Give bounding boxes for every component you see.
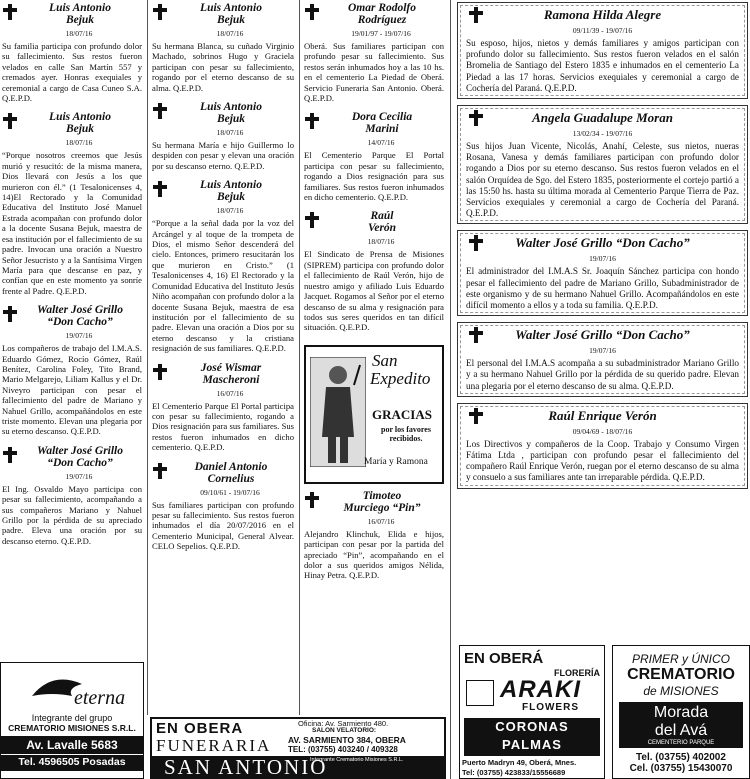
sa-salon: SALON VELATORIO: xyxy=(312,727,377,734)
obituary-date: 19/07/16 xyxy=(65,331,93,341)
obituary-text: El Ing. Osvaldo Mayo participa con pesar su fallecimiento, acompañando a sus compañeros Mariano y Nahuel Grillo por la pérdida de su apreciado padre. Eleva una oración por su descanso eterno. Q.E.P.D. xyxy=(2,483,142,546)
obituary-date: 16/07/16 xyxy=(216,388,244,398)
obituary-name: José Wismar Mascheroni xyxy=(200,361,262,386)
obituary-name: Timoteo Murciego “Pin” xyxy=(343,489,421,514)
araki-en-obera: EN OBERÁ xyxy=(464,650,544,667)
araki-brand: ARAKI xyxy=(500,676,581,703)
obituary-column-2 xyxy=(150,0,296,779)
obituary xyxy=(0,109,144,302)
obituary-text: Alejandro Klinchuk, Elida e hijos, participan con pesar por la partida del apreciado “Pin”, acompañando en el dolor a sus queridos amigos Nélida, Hinay Petra. Q.E.P.D. xyxy=(304,528,444,581)
obituary xyxy=(302,0,446,109)
crema-morada2: del Avá xyxy=(654,722,708,739)
obituary xyxy=(150,177,296,359)
obituary xyxy=(302,488,446,587)
cross-icon xyxy=(2,113,18,129)
obituary-text: Su hermana Blanca, su cuñado Virginio Machado, sobrinos Hugo y Graciela participan con pesar su fallecimiento, rogando por el eterno descanso de su alma. Q.E.P.D. xyxy=(152,41,294,93)
obituary xyxy=(150,0,296,99)
obituary-name: Raúl Verón xyxy=(367,210,397,235)
obituary-text: Sus hijos Juan Vicente, Nicolás, Anahí, Celeste, sus nietos, nueras Rosana, Vanesa y demás familiares participan con profundo dolor rogando a Dios por su eterno descanso. Sus restos fueron velados en el salón Orquídea de Sgo. del Estero 1835, posteriormente el cortejo partió a las 15:50 hs. hasta su última morada al Cementerio Parque Tierra de Paz. Servicios exequiales y ceremonial a cargo de Cochería del Paraná. Q.E.P.D. xyxy=(466,141,739,219)
obituary xyxy=(0,0,144,109)
crematorio-ad xyxy=(612,645,750,779)
column-rule xyxy=(450,0,451,779)
expedito-title2: Expedito xyxy=(370,368,431,388)
obituary-text: El Sindicato de Prensa de Misiones (SIPREM) participa con profundo dolor el fallecimiento de Raúl Verón, hijo de nuestro amigo y afiliado Luis Eduardo Jacquet. Rogamos al Señor por el eterno descanso de su alma y resignación para todos sus seres queridos en tan difícil situación. Q.E.P.D. xyxy=(304,249,444,333)
obituary-name: Luis Antonio Bejuk xyxy=(49,2,111,26)
obituary-box xyxy=(457,105,748,224)
obituary-date: 19/01/97 - 19/07/16 xyxy=(351,29,411,38)
obituary-text: El personal del I.M.A.S acompaña a su subadministrador Mariano Grillo y a su hermano Nahuel Grillo por la pérdida de su querido padre. Elevan una plegaria por el eterno descanso de su alma. Q.E.P.D. xyxy=(466,358,739,391)
eterna-address: Av. Lavalle 5683 xyxy=(1,736,143,754)
cross-icon xyxy=(304,113,320,129)
cross-icon xyxy=(304,4,320,20)
eterna-ad xyxy=(0,662,144,779)
obituary-date: 18/07/16 xyxy=(216,206,244,216)
araki-seal-icon xyxy=(466,680,494,706)
obituary-text: El administrador del I.M.A.S Sr. Joaquín Sánchez participa con hondo pesar el fallecimiento del padre de Mariano Grillo, Subadministrador de este organismo y de su hermano Nahuel Grillo. Acompañándolos en este difícil momento a ellos y a toda su familia. Q.E.P.D. xyxy=(466,266,739,311)
expedito-title1: San xyxy=(372,350,398,370)
araki-palmas: PALMAS xyxy=(502,737,562,752)
cross-icon xyxy=(304,492,320,508)
obituary-name: Omar Rodolfo Rodríguez xyxy=(347,2,417,26)
obituary-date: 19/07/16 xyxy=(65,471,93,481)
obituary-text: Su hermana María e hijo Guillermo lo despiden con pesar y elevan una oración por su descanso eterno. Q.E.P.D. xyxy=(152,140,294,171)
obituary xyxy=(0,443,144,552)
eterna-company: CREMATORIO MISIONES S.R.L. xyxy=(8,723,136,733)
cross-icon xyxy=(2,306,18,322)
obituary xyxy=(0,302,144,443)
obituary-name: Angela Guadalupe Moran xyxy=(532,110,673,126)
obituary-date: 13/02/34 - 19/07/16 xyxy=(572,129,633,139)
crema-parque: CEMENTERIO PARQUE xyxy=(647,740,715,746)
obituary xyxy=(150,360,296,459)
sa-grupo: Integrante Crematorio Misiones S.R.L. xyxy=(310,757,404,763)
obituary-name: Walter José Grillo “Don Cacho” xyxy=(515,327,690,343)
san-expedito-notice xyxy=(304,345,444,484)
cross-icon xyxy=(152,4,168,20)
obituary-text: El Cementerio Parque El Portal participa con pesar su fallecimiento, rogando a Dios resignación para sus familiares. Sus restos fueron inhumados en dicho cementerio. Q.E.P.D. xyxy=(152,400,294,453)
cross-icon xyxy=(304,212,320,228)
crema-line1: PRIMER y ÚNICO xyxy=(631,652,730,666)
obituary-text: Oberá. Sus familiares participan con profundo pesar su fallecimiento. Sus restos serán inhumados hoy a las 10 hs. en el cementerio La Piedad de Oberá. Servicio Funeraria San Antonio. Oberá. Q.E.P.D. xyxy=(304,41,444,104)
sa-tel: TEL: (03755) 403240 / 409328 xyxy=(288,745,398,754)
dove-icon xyxy=(12,666,132,710)
cross-icon xyxy=(152,181,168,197)
obituary-date: 09/10/61 - 19/07/16 xyxy=(200,487,260,497)
cross-icon xyxy=(468,408,484,424)
obituary-name: Luis Antonio Bejuk xyxy=(200,101,262,126)
araki-coronas: CORONAS xyxy=(495,719,569,734)
cross-icon xyxy=(152,364,168,380)
obituary-name: Luis Antonio Bejuk xyxy=(200,2,262,26)
obituary-box xyxy=(457,230,748,316)
obituary-text: “Porque a la señal dada por la voz del Arcángel y al toque de la trompeta de Dios, el mismo Señor descenderá del cielo. Entonces, primero resucitarán los que murieron en Cristo.” (1 Tesalonicenses 4, 16) El Rectorado y la Comunidad Educativa del Instituto Jesús Niño acompañan con profundo dolor a la docente Susana Bejuk, maestra de esa institución por el fallecimiento de su padre. Elevan una oración a Dios por su eterno descanso y la cristiana resignación de sus familiares. Q.E.P.D. xyxy=(152,218,294,354)
obituary-date: 14/07/16 xyxy=(367,138,395,148)
expedito-sub: por los favores recibidos. xyxy=(381,424,431,443)
sa-oficina: Oficina: Av. Sarmiento 480. xyxy=(298,719,389,728)
column-rule xyxy=(299,0,300,715)
obituary-date: 09/11/39 - 19/07/16 xyxy=(572,26,633,35)
araki-tel: Tel: (03755) 423833/15556689 xyxy=(462,768,566,777)
obituary-date: 18/07/16 xyxy=(216,29,244,38)
obituary xyxy=(302,109,446,208)
obituary-name: Ramona Hilda Alegre xyxy=(543,7,662,22)
obituary-date: 18/07/16 xyxy=(65,138,93,148)
cross-icon xyxy=(152,463,168,479)
column-rule xyxy=(147,0,148,715)
obituary-column-3 xyxy=(302,0,446,779)
sa-address: AV. SARMIENTO 384, OBERA xyxy=(288,735,406,745)
obituary-date: 18/07/16 xyxy=(367,237,395,247)
obituary-text: Su familia participa con profundo dolor su fallecimiento. Sus restos fueron velados en calle San Martín 557 y cremados ayer. Honras exequiales y ceremonial a cargo de Casa Cuneo S.A. Q.E.P.D. xyxy=(2,41,142,104)
obituary-name: Walter José Grillo “Don Cacho” xyxy=(36,444,124,469)
sa-funeraria: FUNERARIA xyxy=(156,736,272,755)
obituary-text: Los compañeros de trabajo del I.M.A.S. Eduardo Gómez, Rocío Gómez, Raúl Benítez, Carolina Foley, Tito Brand, Mario Melgarejo, Liliam Kallus y el Dr. Niveyro participan con pesar el fallecimiento del padre de Mariano y Nahuel Grillo, acompañándolos en este triste momento. Elevan una plegaria por su eterno descanso. Q.E.P.D. xyxy=(2,343,142,437)
obituary-name: Dora Cecilia Marini xyxy=(351,111,413,136)
obituary-box xyxy=(457,2,748,99)
cross-icon xyxy=(152,103,168,119)
cross-icon xyxy=(468,7,484,23)
crema-morada-box xyxy=(619,702,743,748)
araki-address: Puerto Madryn 49, Oberá, Mnes. xyxy=(462,758,577,767)
obituary-box xyxy=(457,403,748,489)
obituary-name: Daniel Antonio Cornelius xyxy=(194,460,268,485)
eterna-brand: eterna xyxy=(74,687,126,709)
obituary-text: “Porque nosotros creemos que Jesús murió y resucitó: de la misma manera, Dios llevará con Jesús a los que murieron con él.” (1 Tesalonicenses 4, 14)El Rectorado y la Comunidad Educativa del Instituto José Manuel Estrada acompañan con profundo dolor a la docente Susana Bejuk, maestra de esa institución por el fallecimiento de su padre. Invocan una oración a Nuestro Señor Jesucristo y a la Santísima Virgen María para que descanse en paz, y confían que en este momento ya sonríe frente al Padre. Q.E.P.D. xyxy=(2,150,142,296)
araki-ad xyxy=(459,645,605,779)
obituary-date: 18/07/16 xyxy=(65,29,93,38)
crema-tel: Tel. (03755) 402002 xyxy=(636,752,726,763)
expedito-signed: María y Ramona xyxy=(364,456,428,467)
obituary-name: Raúl Enrique Verón xyxy=(548,407,657,423)
araki-floreria: FLORERÍA xyxy=(554,668,600,678)
obituary-text: El Cementerio Parque El Portal participa con pesar su fallecimiento, rogando a Dios resignación para sus familiares. Sus restos fueron inhumados en dicho cementerio. Q.E.P.D. xyxy=(304,150,444,203)
eterna-phone: Tel. 4596505 Posadas xyxy=(1,754,143,771)
obituary-name: Walter José Grillo “Don Cacho” xyxy=(36,304,124,329)
crema-line3: de MISIONES xyxy=(643,684,719,698)
obituary-name: Luis Antonio Bejuk xyxy=(200,179,262,204)
obituary-name: Luis Antonio Bejuk xyxy=(49,111,111,136)
obituary-date: 09/04/69 - 18/07/16 xyxy=(572,426,633,436)
sa-name: SAN ANTONIO xyxy=(152,756,444,777)
saint-icon xyxy=(310,357,366,467)
sa-en-obera: EN OBERA xyxy=(156,720,244,737)
obituary-text: Su esposo, hijos, nietos y demás familiares y amigos participan con profundo dolor su fallecimiento. Sus restos fueron velados en el salón Bromelia de Santiago del Estero 1835 e inhumados en el cementerio La Piedad a las 17 horas. Servicios exequiales y ceremonial a cargo de Cochería del Paraná. Q.E.P.D. xyxy=(466,38,739,93)
expedito-gracias: GRACIAS xyxy=(372,406,432,422)
obituary-text: Los Directivos y compañeros de la Coop. Trabajo y Consumo Virgen Fátima Ltda , participan con profundo pesar el fallecimiento del compañero Raúl Enrique Verón, ruegan por el eterno descanso de su alma y consuelo a sus familiares ante tan irreparable pérdida. Q.E.P.D. xyxy=(466,438,739,483)
obituary-text: Sus familiares participan con profundo pesar su fallecimiento. Sus restos fueron inhumados el día 20/07/2016 en el Cementerio Municipal, General Alvear. CELO Sepelios. Q.E.P.D. xyxy=(152,499,294,552)
obituary xyxy=(150,459,296,558)
cross-icon xyxy=(468,235,484,251)
cross-icon xyxy=(2,447,18,463)
san-antonio-ad xyxy=(150,717,446,779)
araki-flowers: FLOWERS xyxy=(522,702,579,713)
eterna-logo xyxy=(1,663,143,713)
obituary xyxy=(150,99,296,177)
obituary-box xyxy=(457,322,748,397)
araki-services xyxy=(464,718,600,756)
cross-icon xyxy=(468,110,484,126)
obituary-name: Walter José Grillo “Don Cacho” xyxy=(515,235,690,251)
obituary xyxy=(302,208,446,338)
cross-icon xyxy=(2,4,18,20)
eterna-sub: Integrante del grupo xyxy=(31,713,113,723)
obituary-date: 19/07/16 xyxy=(589,346,616,356)
crema-morada1: Morada xyxy=(653,704,709,721)
crema-line2: CREMATORIO xyxy=(627,666,735,683)
cross-icon xyxy=(468,327,484,343)
crema-cel: Cel. (03755) 15430070 xyxy=(629,763,733,774)
obituary-date: 19/07/16 xyxy=(589,254,616,264)
obituary-date: 16/07/16 xyxy=(367,516,395,526)
obituary-date: 18/07/16 xyxy=(216,128,244,138)
